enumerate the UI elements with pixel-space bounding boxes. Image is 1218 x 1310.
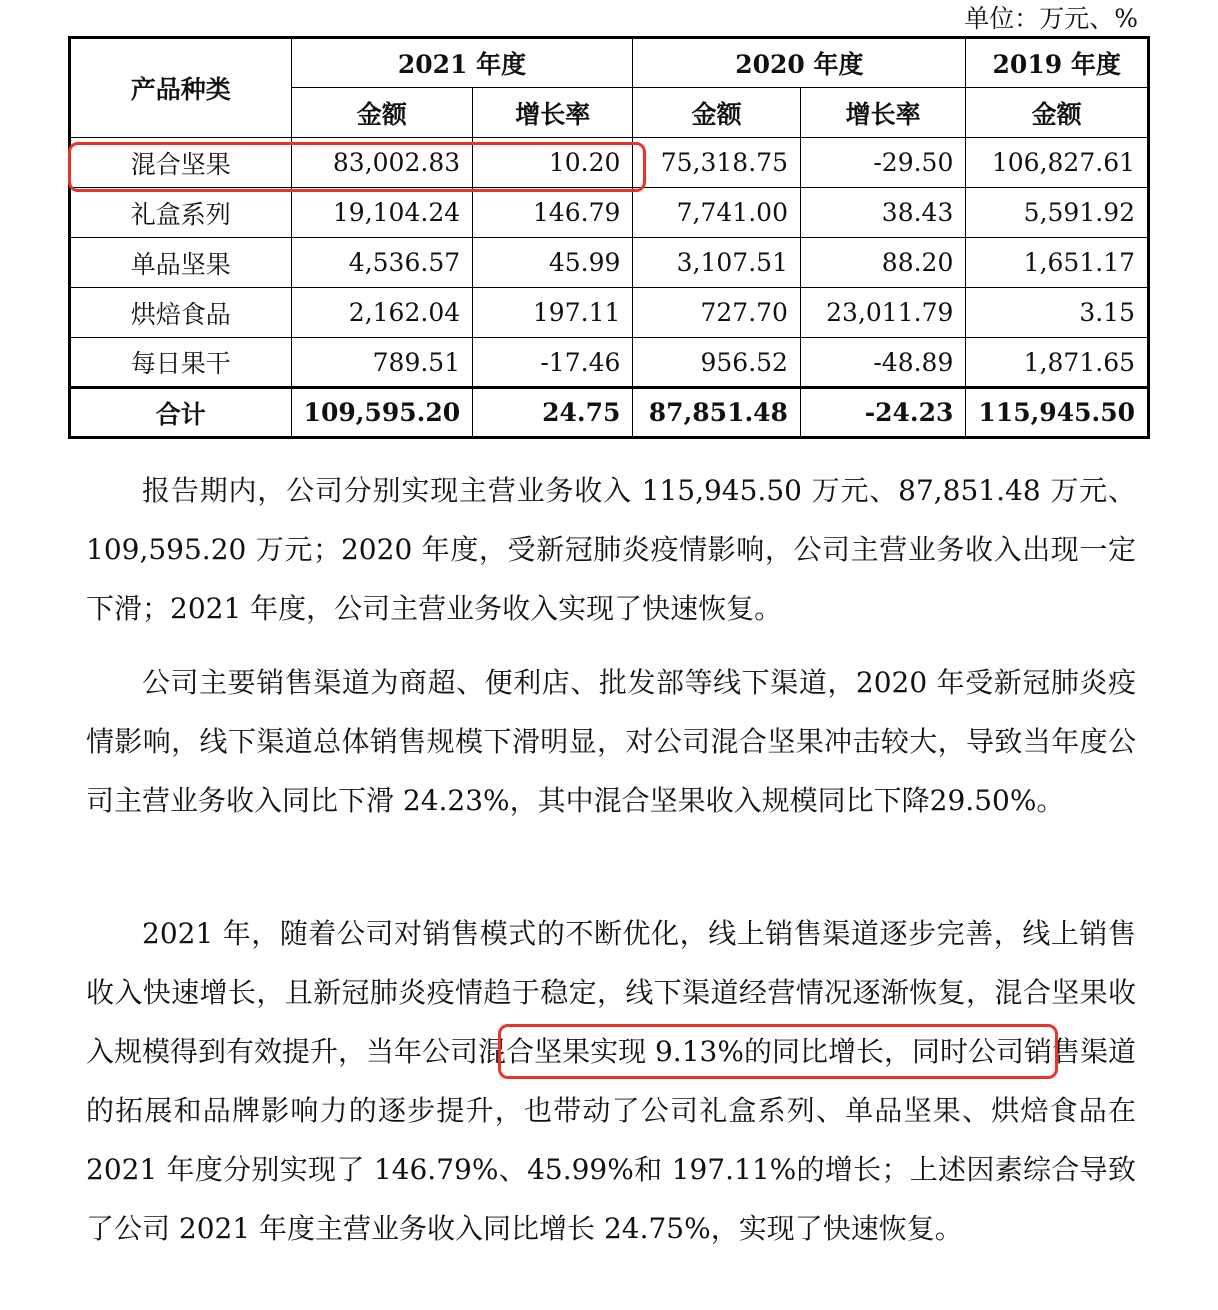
- growth-2020: 88.20: [800, 238, 965, 288]
- total-amount-2021: 109,595.20: [291, 388, 473, 438]
- header-growth: 增长率: [473, 88, 633, 138]
- amount-2020: 727.70: [633, 288, 801, 338]
- amount-2019: 5,591.92: [966, 188, 1149, 238]
- total-row: [70, 388, 1149, 438]
- amount-2021: 789.51: [291, 338, 473, 388]
- amount-2019: 106,827.61: [966, 138, 1149, 188]
- header-row-years: [70, 38, 1149, 88]
- growth-2020: 23,011.79: [800, 288, 965, 338]
- amount-2020: 75,318.75: [633, 138, 801, 188]
- total-amount-2019: 115,945.50: [966, 388, 1149, 438]
- header-category: 产品种类: [70, 38, 292, 138]
- paragraph-2: 公司主要销售渠道为商超、便利店、批发部等线下渠道，2020 年受新冠肺炎疫情影响，线下渠道总体销售规模下滑明显，对公司混合坚果冲击较大，导致当年度公司主营业务收入同比下滑 24.23%，其中混合坚果收入规模同比下降29.50%。: [86, 666, 1136, 817]
- growth-2021: 45.99: [473, 238, 633, 288]
- paragraph-1: 报告期内，公司分别实现主营业务收入 115,945.50 万元、87,851.48 万元、109,595.20 万元；2020 年度，受新冠肺炎疫情影响，公司主营业务收入出现一定下滑；2021 年度，公司主营业务收入实现了快速恢复。: [86, 474, 1136, 625]
- header-growth: 增长率: [800, 88, 965, 138]
- growth-2020: -29.50: [800, 138, 965, 188]
- growth-2021: 146.79: [473, 188, 633, 238]
- row-name: 礼盒系列: [70, 188, 292, 238]
- growth-2021: 10.20: [473, 138, 633, 188]
- amount-2019: 1,871.65: [966, 338, 1149, 388]
- unit-label: 单位：万元、%: [964, 4, 1138, 33]
- amount-2021: 4,536.57: [291, 238, 473, 288]
- header-amount: 金额: [291, 88, 473, 138]
- table-row: [70, 138, 1149, 188]
- row-name: 烘焙食品: [70, 288, 292, 338]
- table-row: [70, 238, 1149, 288]
- amount-2020: 7,741.00: [633, 188, 801, 238]
- amount-2021: 83,002.83: [291, 138, 473, 188]
- paragraph-3: 2021 年，随着公司对销售模式的不断优化，线上销售渠道逐步完善，线上销售收入快速增长，且新冠肺炎疫情趋于稳定，线下渠道经营情况逐渐恢复，混合坚果收入规模得到有效提升，当年公司混合坚果实现 9.13%的同比增长，同时公司销售渠道的拓展和品牌影响力的逐步提升，也带动了公司礼盒系列、单品坚果、烘焙食品在 2021 年度分别实现了 146.79%、45.99%和 197.11%的增长；上述因素综合导致了公司 2021 年度主营业务收入同比增长 24.75%，实现了快速恢复。: [86, 917, 1136, 1245]
- total-amount-2020: 87,851.48: [633, 388, 801, 438]
- header-amount: 金额: [966, 88, 1149, 138]
- total-growth-2020: -24.23: [800, 388, 965, 438]
- amount-2021: 19,104.24: [291, 188, 473, 238]
- growth-2021: -17.46: [473, 338, 633, 388]
- table-row: [70, 288, 1149, 338]
- revenue-table: [68, 36, 1150, 439]
- growth-2021: 197.11: [473, 288, 633, 338]
- amount-2021: 2,162.04: [291, 288, 473, 338]
- header-year-2020: 2020 年度: [633, 38, 966, 88]
- amount-2019: 3.15: [966, 288, 1149, 338]
- row-name: 单品坚果: [70, 238, 292, 288]
- growth-2020: 38.43: [800, 188, 965, 238]
- total-label: 合计: [70, 388, 292, 438]
- header-year-2021: 2021 年度: [291, 38, 633, 88]
- growth-2020: -48.89: [800, 338, 965, 388]
- header-year-2019: 2019 年度: [966, 38, 1149, 88]
- amount-2020: 3,107.51: [633, 238, 801, 288]
- amount-2020: 956.52: [633, 338, 801, 388]
- total-growth-2021: 24.75: [473, 388, 633, 438]
- row-name: 混合坚果: [70, 138, 292, 188]
- table-row: [70, 338, 1149, 388]
- amount-2019: 1,651.17: [966, 238, 1149, 288]
- table-row: [70, 188, 1149, 238]
- header-amount: 金额: [633, 88, 801, 138]
- row-name: 每日果干: [70, 338, 292, 388]
